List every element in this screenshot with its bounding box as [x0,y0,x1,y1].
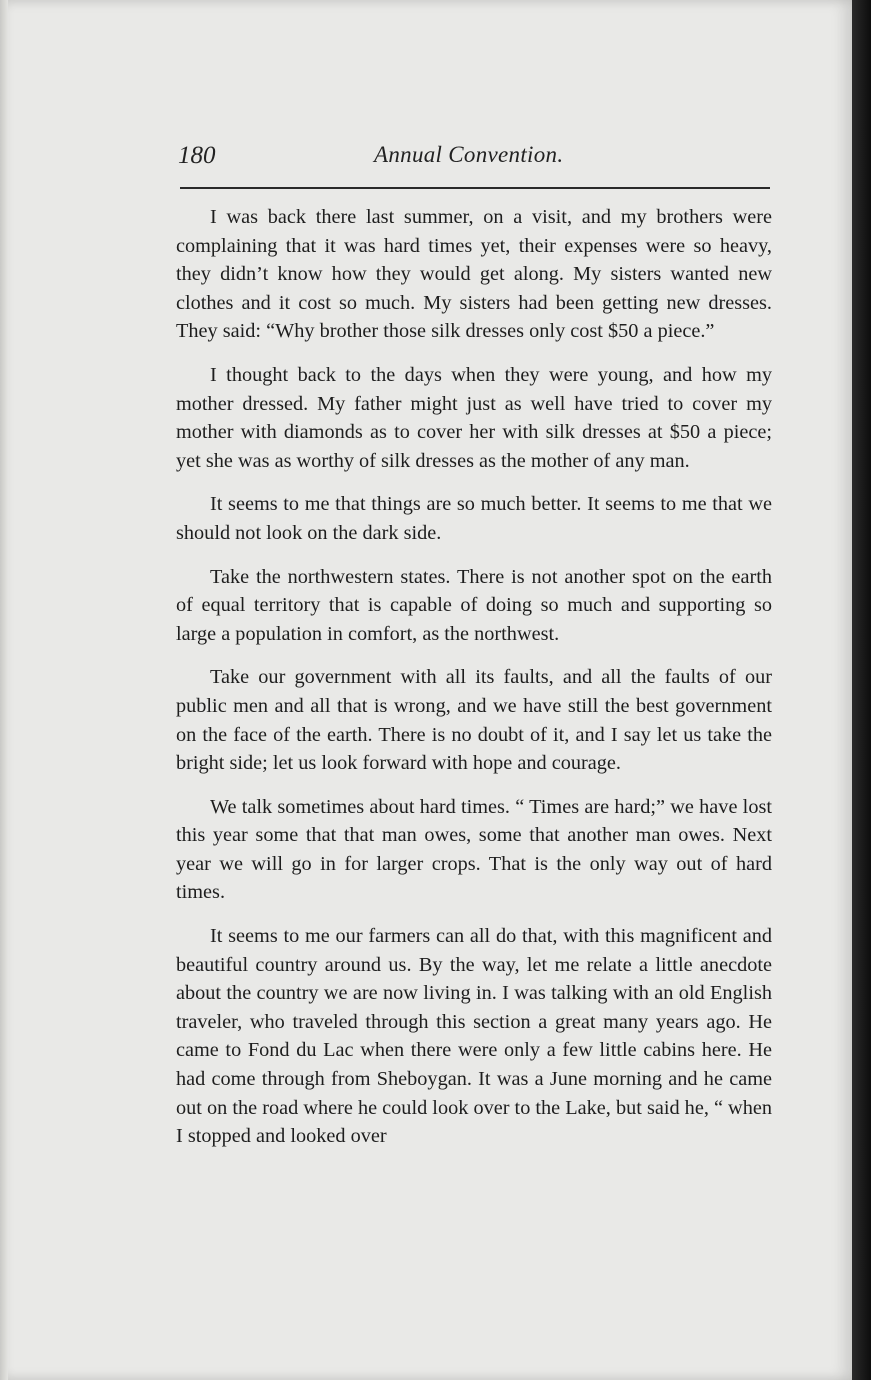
paragraph: We talk sometimes about hard times. “ Times are hard;” we have lost this year some that that man owes, some that another man owes. Next year we will go in for larger crops. That is the only way out of hard times. [176,795,772,904]
body-text [176,203,772,1166]
paragraph: I thought back to the days when they were young, and how my mother dressed. My father might just as well have tried to cover my mother with diamonds as to cover her with silk dresses at $50 a piece; yet she was as worthy of silk dresses as the mother of any man. [176,363,772,472]
header-rule [180,187,770,189]
page-left-edge [0,0,8,1380]
running-head: Annual Convention. [374,142,564,167]
book-binding-edge [852,0,871,1380]
page-number: 180 [178,142,216,169]
paragraph: I was back there last summer, on a visit, and my brothers were complaining that it was hard times yet, their expenses were so heavy, they didn’t know how they would get along. My sisters wanted new clothes and it cost so much. My sisters had been getting new dresses. They said: “Why brother those silk dresses only cost $50 a piece.” [176,206,772,343]
paragraph: Take the northwestern states. There is not another spot on the earth of equal territory that is capable of doing so much and supporting so large a population in comfort, as the northwest. [176,565,772,645]
paragraph: It seems to me that things are so much better. It seems to me that we should not look on the dark side. [176,493,772,544]
paragraph: Take our government with all its faults, and all the faults of our public men and all that is wrong, and we have still the best government on the face of the earth. There is no doubt of it, and I say let us take the bright side; let us look forward with hope and courage. [176,666,772,775]
page-header [178,142,770,178]
paragraph: It seems to me our farmers can all do that, with this magnificent and beautiful country around us. By the way, let me relate a little anecdote about the country we are now living in. I was talking with an old English traveler, who traveled through this section a great many years ago. He came to Fond du Lac when there were only a few little cabins here. He had come through from Sheboygan. It was a June morning and he came out on the road where he could look over to the Lake, but said he, “ when I stopped and looked over [176,925,772,1148]
